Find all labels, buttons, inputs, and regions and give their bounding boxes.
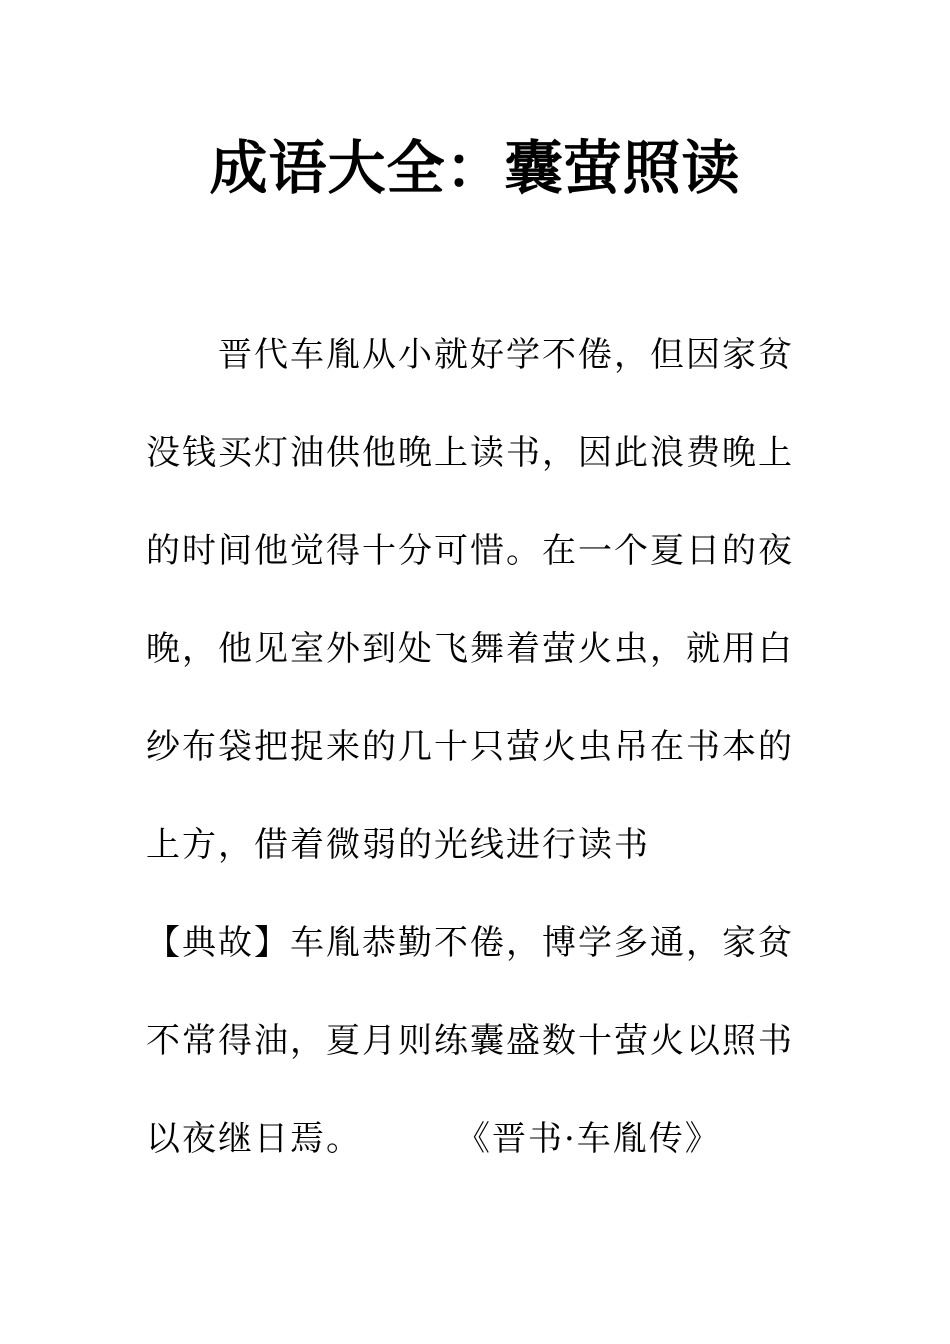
story-line: 上方，借着微弱的光线进行读书 [146, 825, 650, 865]
story-line: 晚，他见室外到处飞舞着萤火虫，就用白 [146, 629, 794, 669]
story-line: 的时间他觉得十分可惜。在一个夏日的夜 [146, 531, 794, 571]
story-line: 没钱买灯油供他晚上读书，因此浪费晚上 [146, 433, 794, 473]
story-line: 纱布袋把捉来的几十只萤火虫吊在书本的 [146, 727, 794, 767]
document-body [146, 306, 808, 1188]
allusion-line: 【典故】车胤恭勤不倦，博学多通，家贫 [146, 923, 794, 963]
allusion-last-line [146, 1090, 808, 1188]
allusion-line: 不常得油，夏月则练囊盛数十萤火以照书 [146, 1021, 794, 1061]
source-citation: 《晋书·车胤传》 [456, 1119, 721, 1159]
story-line: 晋代车胤从小就好学不倦，但因家贫 [218, 335, 794, 375]
allusion-line: 以夜继日焉。 [146, 1119, 362, 1159]
document-title: 成语大全：囊萤照读 [209, 134, 741, 202]
